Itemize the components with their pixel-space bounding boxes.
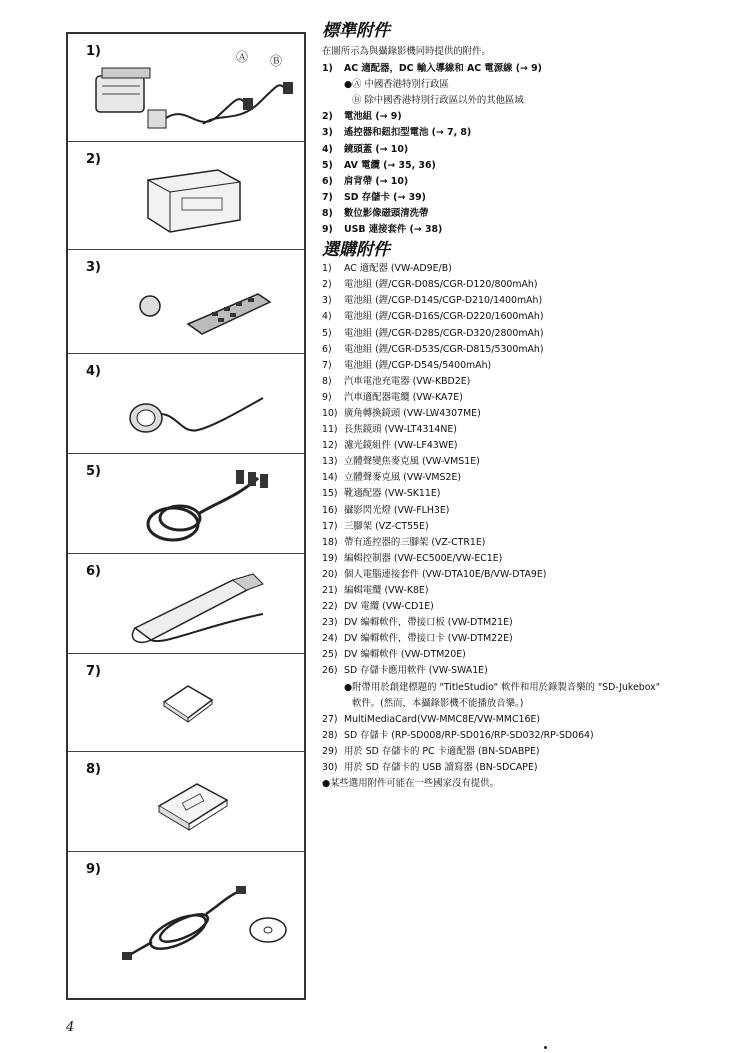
list-item: 29) 用於 SD 存儲卡的 PC 卡適配器 (BN-SDABPE)	[322, 745, 540, 757]
list-item: 7) SD 存儲卡 (→ 39)	[322, 191, 426, 203]
panel-6	[68, 554, 304, 654]
panel-2	[68, 142, 304, 250]
list-item: 17) 三腳架 (VZ-CT55E)	[322, 520, 429, 532]
list-item: 25) DV 編輯軟件 (VW-DTM20E)	[322, 649, 466, 661]
shoulder-strap-illustration	[123, 570, 283, 650]
battery-pack-illustration	[138, 158, 248, 238]
scan-speck	[544, 1046, 547, 1049]
list-item: 2) 電池組 (→ 9)	[322, 111, 402, 123]
list-item: 14) 立體聲麥克風 (VW-VMS2E)	[322, 472, 462, 484]
standard-intro: 在圖所示為與攝錄影機同時提供的附件。	[322, 46, 491, 57]
lens-cap-illustration	[118, 384, 278, 444]
list-item: 23) DV 編輯軟件，帶接口板 (VW-DTM21E)	[322, 617, 513, 629]
panel-number: 8)	[86, 762, 101, 777]
list-item: 12) 濾光鏡組件 (VW-LF43WE)	[322, 440, 458, 452]
list-item: 11) 長焦鏡頭 (VW-LT4314NE)	[322, 424, 457, 436]
usb-kit-illustration	[118, 872, 288, 972]
list-item: 3) 遙控器和鈕扣型電池 (→ 7, 8)	[322, 127, 472, 139]
list-item: 20) 個人電腦連接套件 (VW-DTA10E/B/VW-DTA9E)	[322, 568, 547, 580]
list-item: 3) 電池組 (鋰/CGP-D14S/CGP-D210/1400mAh)	[322, 295, 543, 307]
list-item: 10) 廣角轉換鏡頭 (VW-LW4307ME)	[322, 407, 481, 419]
panel-number: 4)	[86, 364, 101, 379]
panel-4	[68, 354, 304, 454]
panel-number: 7)	[86, 664, 101, 679]
panel-1	[68, 34, 304, 142]
panel-number: 6)	[86, 564, 101, 579]
av-cable-illustration	[128, 466, 278, 548]
panel-number: 9)	[86, 862, 101, 877]
list-item-note: 軟件。(然而，本攝錄影機不能播放音樂。)	[352, 697, 524, 709]
panel-3	[68, 250, 304, 354]
list-item: 2) 電池組 (鋰/CGR-D08S/CGR-D120/800mAh)	[322, 279, 538, 291]
list-item: 8) 數位影像磁頭清洗帶	[322, 207, 429, 219]
panel-7	[68, 654, 304, 752]
list-item: 1) AC 適配器 (VW-AD9E/B)	[322, 263, 452, 275]
panel-number: 3)	[86, 260, 101, 275]
list-item: 9) USB 連接套件 (→ 38)	[322, 224, 443, 236]
cleaning-tape-illustration	[153, 776, 233, 836]
plug-b-label: Ⓑ	[270, 54, 283, 68]
list-item: 28) SD 存儲卡 (RP-SD008/RP-SD016/RP-SD032/RP-SD064)	[322, 729, 594, 741]
standard-list	[322, 61, 732, 238]
list-item-note: ●附帶用於創建標題的 "TitleStudio" 軟件和用於錄製音樂的 "SD-Jukebox"	[344, 681, 661, 693]
list-item: 4) 電池組 (鋰/CGR-D16S/CGR-D220/1600mAh)	[322, 311, 544, 323]
list-item: 6) 電池組 (鋰/CGR-D53S/CGR-D815/5300mAh)	[322, 343, 544, 355]
remote-controller-illustration	[128, 280, 278, 340]
list-item: 22) DV 電纜 (VW-CD1E)	[322, 601, 434, 613]
panel-number: 5)	[86, 464, 101, 479]
list-item: 30) 用於 SD 存儲卡的 USB 讀寫器 (BN-SDCAPE)	[322, 762, 538, 774]
text-column	[322, 20, 732, 792]
list-item: 18) 帶有遙控器的三腳架 (VZ-CTR1E)	[322, 536, 486, 548]
panel-number: 1)	[86, 44, 101, 59]
list-item: 4) 鏡頭蓋 (→ 10)	[322, 143, 409, 155]
panel-number: 2)	[86, 152, 101, 167]
list-item: 5) AV 電纜 (→ 35, 36)	[322, 159, 436, 171]
panel-8	[68, 752, 304, 852]
list-item: 7) 電池組 (鋰/CGP-D54S/5400mAh)	[322, 359, 492, 371]
panel-9	[68, 852, 304, 998]
list-item: 27) MultiMediaCard(VW-MMC8E/VW-MMC16E)	[322, 713, 541, 725]
list-item: 13) 立體聲變焦麥克風 (VW-VMS1E)	[322, 456, 480, 468]
list-item-sub: ●Ⓐ 中國香港特別行政區	[344, 79, 449, 91]
list-item: 26) SD 存儲卡應用軟件 (VW-SWA1E)	[322, 665, 488, 677]
list-item: 6) 肩背帶 (→ 10)	[322, 175, 409, 187]
optional-list	[322, 261, 732, 776]
accessories-figure	[66, 32, 306, 1000]
list-item: 9) 汽車適配器電纜 (VW-KA7E)	[322, 391, 463, 403]
panel-5	[68, 454, 304, 554]
list-item: 24) DV 編輯軟件，帶接口卡 (VW-DTM22E)	[322, 633, 513, 645]
standard-accessories-title: 標準附件	[322, 21, 390, 41]
list-item: 19) 編輯控制器 (VW-EC500E/VW-EC1E)	[322, 552, 503, 564]
plug-a-label: Ⓐ	[236, 50, 249, 64]
optional-accessories-title: 選購附件	[322, 240, 390, 261]
list-item: 8) 汽車電池充電器 (VW-KBD2E)	[322, 375, 471, 387]
page-number: 4	[66, 1020, 75, 1035]
sd-card-illustration	[158, 680, 218, 730]
list-item: 5) 電池組 (鋰/CGR-D28S/CGR-D320/2800mAh)	[322, 327, 544, 339]
list-item: 21) 編輯電纜 (VW-K8E)	[322, 585, 429, 596]
footnote: ●某些選用附件可能在一些國家沒有提供。	[322, 778, 499, 790]
list-item: 1) AC 適配器，DC 輸入導線和 AC 電源線 (→ 9)	[322, 63, 542, 75]
ac-adapter-illustration	[88, 54, 298, 139]
list-item: 15) 靴適配器 (VW-SK11E)	[322, 488, 441, 500]
list-item-sub: Ⓑ 除中國香港特別行政區以外的其他區域	[352, 95, 524, 107]
list-item: 16) 攝影閃光燈 (VW-FLH3E)	[322, 504, 450, 516]
